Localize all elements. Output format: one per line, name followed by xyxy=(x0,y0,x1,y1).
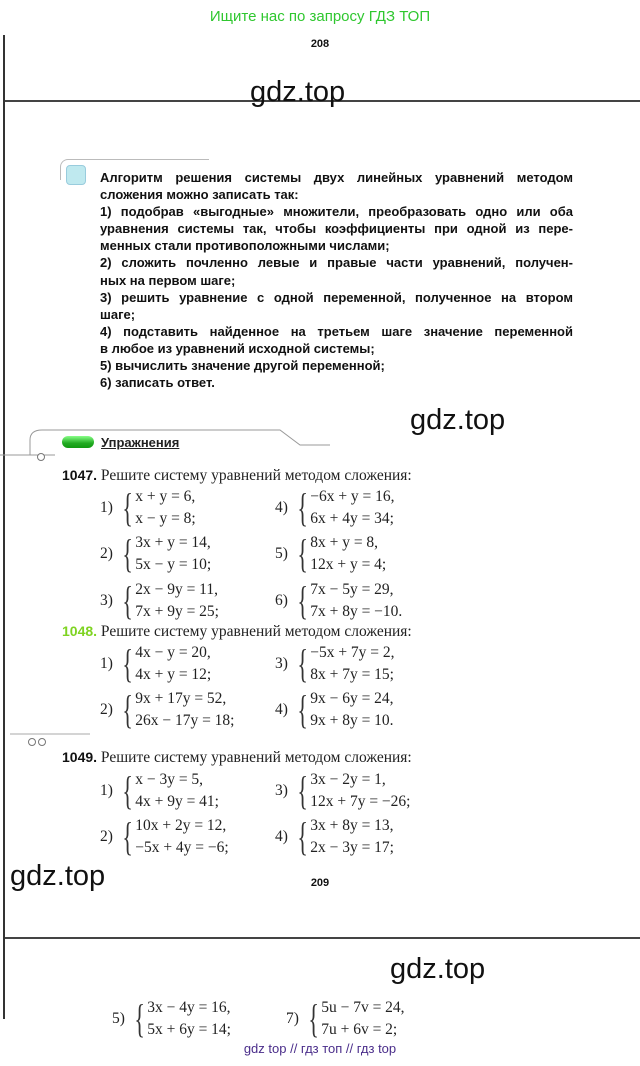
algorithm-text xyxy=(100,169,573,391)
equation-system xyxy=(275,815,394,859)
section-title: Упражнения xyxy=(101,435,180,450)
algorithm-line: 3) решить уравнение с одной переменной, полученное на втором xyxy=(100,289,573,305)
algorithm-line: 6) записать ответ. xyxy=(100,375,215,391)
page-number: 209 xyxy=(310,877,330,889)
brace-icon: { xyxy=(297,578,308,623)
equation: 9x + 8y = 10. xyxy=(310,712,394,729)
equation-system xyxy=(275,769,410,813)
equation: 3x − 2y = 1, xyxy=(310,771,386,788)
page-border xyxy=(3,937,5,1019)
section-pill-icon xyxy=(62,436,94,448)
algorithm-line: 4) подставить найденное на третьем шаге значение переменной xyxy=(100,323,573,339)
equation-system xyxy=(275,486,395,530)
equation: 7x − 5y = 29, xyxy=(310,581,394,598)
algorithm-line: в любое из уравнений исходной системы; xyxy=(100,340,375,356)
exercise-header xyxy=(62,467,412,485)
equation: x + y = 6, xyxy=(135,488,196,505)
brace-icon: { xyxy=(297,814,308,859)
top-banner[interactable]: Ищите нас по запросу ГДЗ ТОП xyxy=(209,8,431,25)
item-label: 2) xyxy=(100,701,113,718)
item-label: 1) xyxy=(100,655,113,672)
algorithm-line: шаге; xyxy=(100,306,136,322)
exercise-number: 1048. xyxy=(62,623,98,639)
algorithm-line: менных стали противоположными числами; xyxy=(100,238,390,254)
equation: 9x + 17y = 52, xyxy=(135,690,227,707)
item-label: 3) xyxy=(275,655,288,672)
equation-system xyxy=(275,579,402,623)
item-label: 7) xyxy=(286,1010,299,1027)
equation: 2x − 3y = 17; xyxy=(310,839,394,856)
page-number: 208 xyxy=(310,38,330,50)
equation: 26x − 17y = 18; xyxy=(135,712,235,729)
item-label: 1) xyxy=(100,782,113,799)
item-label: 3) xyxy=(100,592,113,609)
item-label: 2) xyxy=(100,828,113,845)
page-divider xyxy=(3,937,640,939)
equation: 3x + y = 14, xyxy=(135,534,211,551)
equation: x − y = 8; xyxy=(135,510,196,527)
equation: 4x + 9y = 41; xyxy=(135,793,219,810)
equation: 4x − y = 20, xyxy=(135,644,211,661)
exercise-header xyxy=(62,749,412,767)
brace-icon: { xyxy=(134,996,145,1041)
equation-system xyxy=(100,486,196,530)
item-label: 1) xyxy=(100,499,113,516)
algorithm-line: Алгоритм решения системы двух линейных уравнений методом xyxy=(100,170,573,185)
brace-icon: { xyxy=(297,768,308,813)
algorithm-line: ных на первом шаге; xyxy=(100,272,236,288)
equation: 5u − 7v = 24, xyxy=(321,999,405,1016)
equation-system xyxy=(100,642,211,686)
footer-links[interactable]: gdz top // гдз топ // гдз top xyxy=(243,1041,397,1056)
algorithm-line: 1) подобрав «выгодные» множители, преобразовать одно или оба xyxy=(100,204,573,220)
exercise-text: Решите систему уравнений методом сложения: xyxy=(100,623,412,640)
note-icon xyxy=(66,165,86,185)
brace-icon: { xyxy=(297,687,308,732)
equation: 10x + 2y = 12, xyxy=(135,817,227,834)
equation-system xyxy=(100,532,211,576)
brace-icon: { xyxy=(122,578,133,623)
equation-system xyxy=(100,769,219,813)
item-label: 2) xyxy=(100,545,113,562)
item-label: 5) xyxy=(112,1010,125,1027)
equation: 8x + y = 8, xyxy=(310,534,379,551)
equation-system xyxy=(275,688,394,732)
equation: 2x − 9y = 11, xyxy=(135,581,218,598)
equation-system xyxy=(100,688,235,732)
difficulty-marker xyxy=(10,730,100,750)
exercise-text: Решите систему уравнений методом сложения: xyxy=(100,749,412,766)
algorithm-line: 2) сложить почленно левые и правые части уравнений, получен- xyxy=(100,255,573,271)
watermark: gdz.top xyxy=(10,860,106,892)
exercise-number: 1049. xyxy=(62,749,98,765)
equation: 6x + 4y = 34; xyxy=(310,510,394,527)
equation: 3x + 8y = 13, xyxy=(310,817,394,834)
equation-system xyxy=(100,815,229,859)
equation-system xyxy=(286,997,405,1041)
equation: 12x + 7y = −26; xyxy=(310,793,411,810)
equation: −5x + 7y = 2, xyxy=(310,644,395,661)
equation: 3x − 4y = 16, xyxy=(147,999,231,1016)
item-label: 5) xyxy=(275,545,288,562)
item-label: 4) xyxy=(275,499,288,516)
item-label: 4) xyxy=(275,828,288,845)
equation: 5x − y = 10; xyxy=(135,556,212,573)
watermark: gdz.top xyxy=(390,953,486,985)
exercise-header xyxy=(62,623,412,641)
equation: −6x + y = 16, xyxy=(310,488,395,505)
equation: x − 3y = 5, xyxy=(135,771,204,788)
brace-icon: { xyxy=(122,485,133,530)
equation: 4x + y = 12; xyxy=(135,666,212,683)
brace-icon: { xyxy=(122,814,133,859)
item-label: 6) xyxy=(275,592,288,609)
equation: 5x + 6y = 14; xyxy=(147,1021,231,1038)
item-label: 3) xyxy=(275,782,288,799)
brace-icon: { xyxy=(308,996,319,1041)
equation: 7u + 6v = 2; xyxy=(321,1021,398,1038)
watermark: gdz.top xyxy=(410,404,506,436)
brace-icon: { xyxy=(122,687,133,732)
equation: 8x + 7y = 15; xyxy=(310,666,394,683)
equation-system xyxy=(275,642,395,686)
equation-system xyxy=(112,997,231,1041)
equation-system xyxy=(275,532,386,576)
brace-icon: { xyxy=(297,641,308,686)
brace-icon: { xyxy=(122,641,133,686)
page-border xyxy=(3,100,5,938)
brace-icon: { xyxy=(122,531,133,576)
equation: 7x + 9y = 25; xyxy=(135,603,219,620)
equation: 7x + 8y = −10. xyxy=(310,603,403,620)
algorithm-line: уравнения системы так, чтобы коэффициенты при одной из пере- xyxy=(100,221,573,237)
algorithm-line: 5) вычислить значение другой переменной; xyxy=(100,358,385,374)
equation: 12x + y = 4; xyxy=(310,556,387,573)
equation-system xyxy=(100,579,219,623)
brace-icon: { xyxy=(297,531,308,576)
equation: 9x − 6y = 24, xyxy=(310,690,394,707)
exercise-number: 1047. xyxy=(62,467,98,483)
brace-icon: { xyxy=(122,768,133,813)
watermark: gdz.top xyxy=(250,76,346,108)
item-label: 4) xyxy=(275,701,288,718)
algorithm-line: сложения можно записать так: xyxy=(100,187,299,203)
equation: −5x + 4y = −6; xyxy=(135,839,229,856)
exercise-text: Решите систему уравнений методом сложения: xyxy=(100,467,412,484)
brace-icon: { xyxy=(297,485,308,530)
